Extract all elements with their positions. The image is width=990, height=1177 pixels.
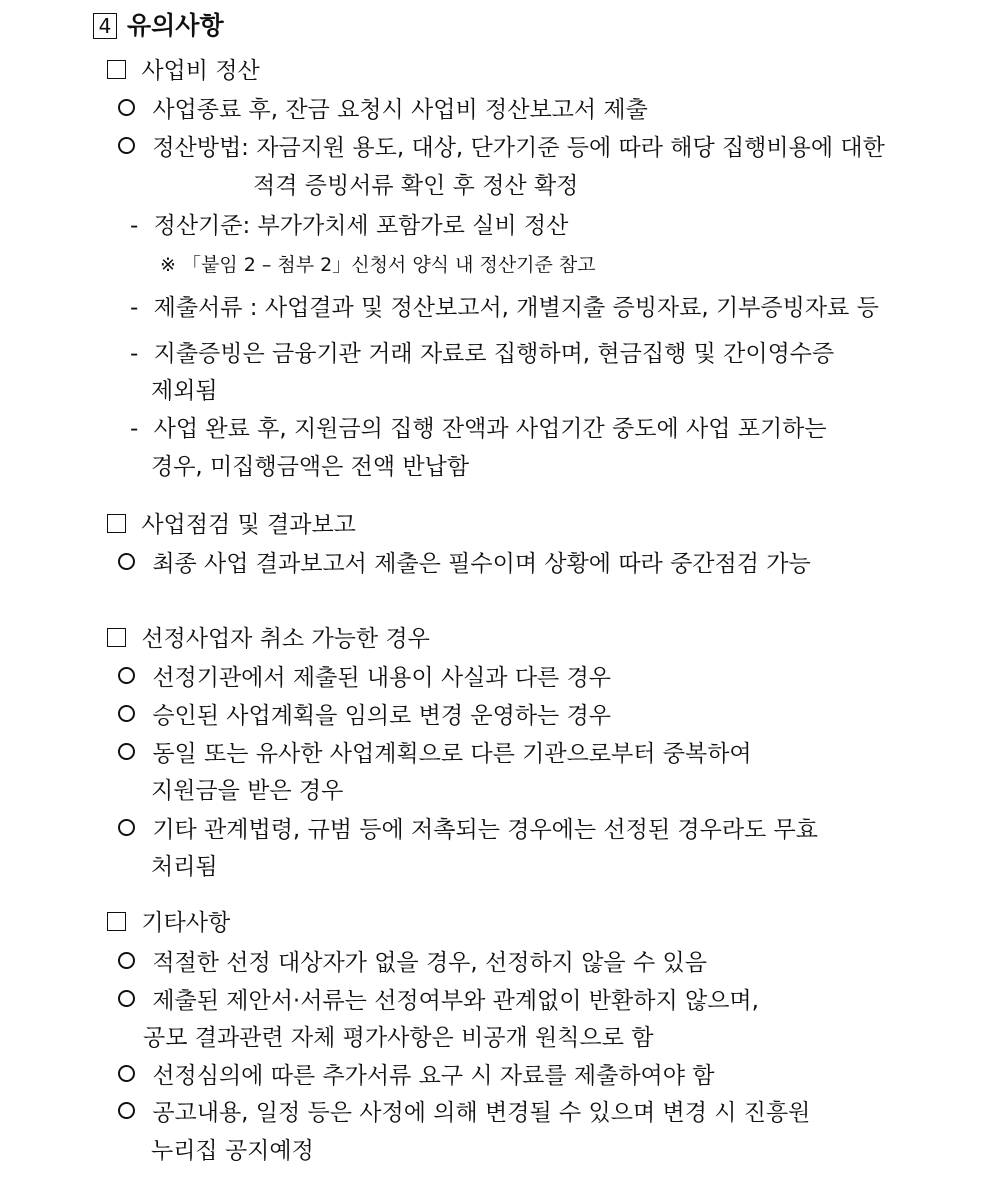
dash-item xyxy=(130,211,568,241)
circle-bullet-icon xyxy=(118,705,135,722)
square-marker-icon xyxy=(107,628,126,647)
heading-etc xyxy=(107,908,230,938)
square-marker-icon xyxy=(107,60,126,79)
bullet-continuation: 누리집 공지예정 xyxy=(151,1138,314,1164)
bullet-continuation: 공모 결과관련 자체 평가사항은 비공개 원칙으로 함 xyxy=(143,1025,654,1051)
bullet-item xyxy=(118,948,707,978)
bullet-item xyxy=(118,815,818,845)
dash-marker: - xyxy=(130,213,139,239)
circle-bullet-icon xyxy=(118,553,135,570)
circle-bullet-icon xyxy=(118,667,135,684)
section-number-box: 4 xyxy=(93,13,117,39)
bullet-text: 최종 사업 결과보고서 제출은 필수이며 상황에 따라 중간점검 가능 xyxy=(152,551,811,577)
dash-continuation: 제외됨 xyxy=(151,378,218,404)
heading-inspection xyxy=(107,510,356,540)
circle-bullet-icon xyxy=(118,1102,135,1119)
circle-bullet-icon xyxy=(118,1065,135,1082)
note-text: 「붙임 2 – 첨부 2」신청서 양식 내 정산기준 참고 xyxy=(181,254,596,276)
heading-text: 기타사항 xyxy=(141,910,231,936)
section-title xyxy=(93,11,224,41)
dash-marker: - xyxy=(130,295,139,321)
bullet-item xyxy=(118,1061,715,1091)
heading-cancel xyxy=(107,624,430,654)
bullet-item xyxy=(118,133,885,163)
circle-bullet-icon xyxy=(118,99,135,116)
square-marker-icon xyxy=(107,912,126,931)
dash-text: 정산기준: 부가가치세 포함가로 실비 정산 xyxy=(153,213,569,239)
bullet-item xyxy=(118,739,752,769)
bullet-text: 승인된 사업계획을 임의로 변경 운영하는 경우 xyxy=(152,703,612,729)
bullet-text: 제출된 제안서·서류는 선정여부와 관계없이 반환하지 않으며, xyxy=(152,988,759,1014)
bullet-item xyxy=(118,986,759,1016)
bullet-continuation: 적격 증빙서류 확인 후 정산 확정 xyxy=(253,173,579,199)
bullet-item xyxy=(118,701,611,731)
bullet-item xyxy=(118,1098,810,1128)
bullet-item xyxy=(118,549,811,579)
heading-text: 사업비 정산 xyxy=(141,58,260,84)
dash-item xyxy=(130,339,834,369)
bullet-continuation: 처리됨 xyxy=(151,854,218,880)
note-marker: ※ xyxy=(160,254,176,276)
dash-item xyxy=(130,293,879,323)
circle-bullet-icon xyxy=(118,743,135,760)
bullet-text: 동일 또는 유사한 사업계획으로 다른 기관으로부터 중복하여 xyxy=(152,741,752,767)
circle-bullet-icon xyxy=(118,990,135,1007)
dash-marker: - xyxy=(130,416,139,442)
dash-text: 사업 완료 후, 지원금의 집행 잔액과 사업기간 중도에 사업 포기하는 xyxy=(153,416,827,442)
dash-continuation: 경우, 미집행금액은 전액 반납함 xyxy=(151,454,470,480)
bullet-continuation: 지원금을 받은 경우 xyxy=(151,778,344,804)
bullet-text: 사업종료 후, 잔금 요청시 사업비 정산보고서 제출 xyxy=(152,97,648,123)
dash-text: 제출서류 : 사업결과 및 정산보고서, 개별지출 증빙자료, 기부증빙자료 등 xyxy=(153,295,879,321)
bullet-item xyxy=(118,95,648,125)
bullet-text: 기타 관계법령, 규범 등에 저촉되는 경우에는 선정된 경우라도 무효 xyxy=(152,817,818,843)
heading-text: 선정사업자 취소 가능한 경우 xyxy=(141,626,430,652)
square-marker-icon xyxy=(107,514,126,533)
bullet-text: 적절한 선정 대상자가 없을 경우, 선정하지 않을 수 있음 xyxy=(152,950,707,976)
bullet-text: 선정심의에 따른 추가서류 요구 시 자료를 제출하여야 함 xyxy=(152,1063,715,1089)
bullet-text: 정산방법: 자금지원 용도, 대상, 단가기준 등에 따라 해당 집행비용에 대한 xyxy=(152,135,885,161)
bullet-text: 공고내용, 일정 등은 사정에 의해 변경될 수 있으며 변경 시 진흥원 xyxy=(152,1100,811,1126)
dash-item xyxy=(130,414,827,444)
heading-text: 사업점검 및 결과보고 xyxy=(141,512,356,538)
dash-marker: - xyxy=(130,341,139,367)
reference-note xyxy=(160,250,596,280)
circle-bullet-icon xyxy=(118,137,135,154)
bullet-item xyxy=(118,663,611,693)
circle-bullet-icon xyxy=(118,819,135,836)
heading-settlement xyxy=(107,56,260,86)
dash-text: 지출증빙은 금융기관 거래 자료로 집행하며, 현금집행 및 간이영수증 xyxy=(153,341,835,367)
bullet-text: 선정기관에서 제출된 내용이 사실과 다른 경우 xyxy=(152,665,612,691)
section-title-text: 유의사항 xyxy=(127,11,224,40)
circle-bullet-icon xyxy=(118,952,135,969)
